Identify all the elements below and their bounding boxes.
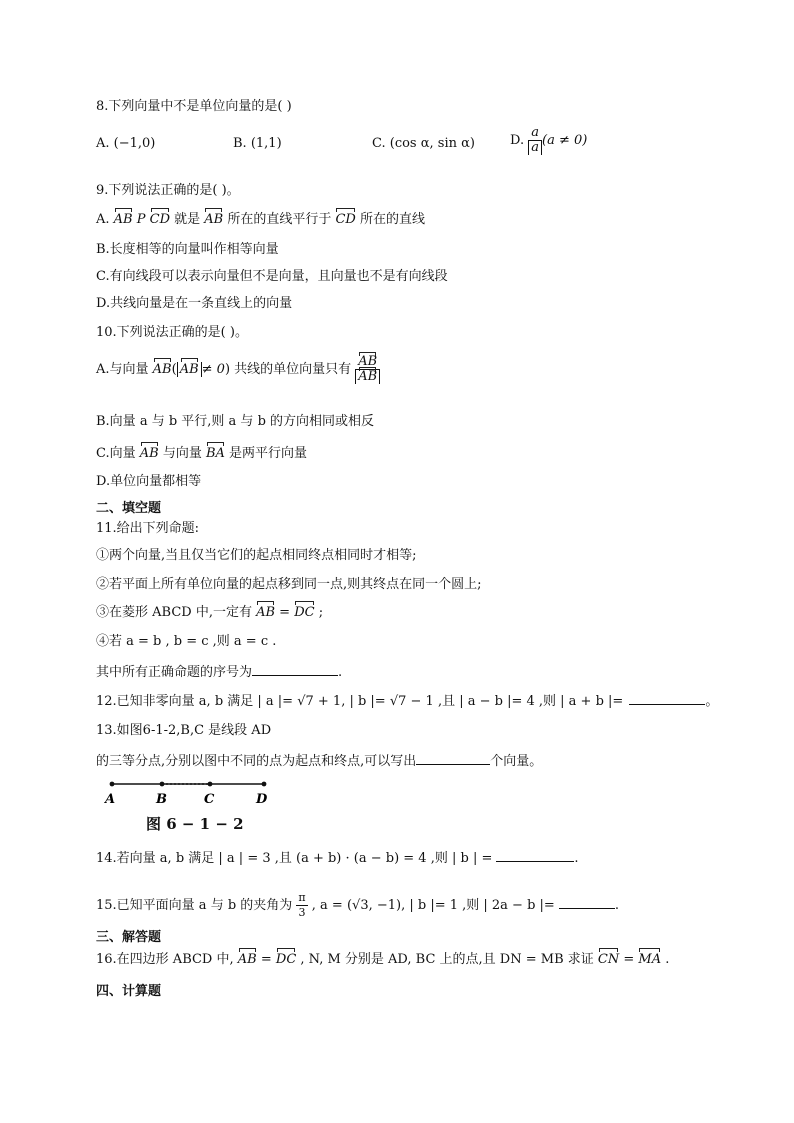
q8-option-c: C. (cos α, sin α): [372, 136, 475, 151]
q11-ask-text: 其中所有正确命题的序号为: [96, 665, 253, 680]
q15-tail: .: [614, 898, 619, 913]
label-c: C: [204, 792, 215, 807]
section-fill-in-heading: 二、填空题: [96, 501, 162, 516]
q14-line: [96, 848, 579, 868]
q14-answer-blank: [496, 848, 574, 862]
q11-proposition-4: ④若 a = b , b = c ,则 a = c .: [96, 634, 277, 649]
q10-c-tail: 是两平行向量: [224, 446, 308, 461]
q9-a-prefix: A.: [96, 212, 114, 227]
vector-ma: MA: [638, 952, 662, 967]
q13-line-2: [96, 751, 542, 771]
q9-option-d: D.共线向量是在一条直线上的向量: [96, 296, 293, 311]
vector-ba: BA: [205, 446, 225, 461]
parallel-symbol: P: [132, 212, 150, 227]
vector-dc: DC: [275, 952, 297, 967]
q10-a-fraction: [355, 355, 380, 384]
vector-ab-den: AB: [358, 369, 378, 384]
q9-a-text1: 就是: [170, 212, 205, 227]
q9-a-text2: 所在的直线平行于: [223, 212, 336, 227]
vector-ab: AB: [139, 446, 159, 461]
q11-stem: 11.给出下列命题:: [96, 521, 200, 536]
q15-angle-fraction: [296, 891, 307, 920]
q12-answer-blank: [629, 691, 705, 705]
q9-a-text3: 所在的直线: [355, 212, 425, 227]
q16-eq1: =: [256, 952, 276, 967]
point-b: [160, 782, 165, 787]
q8-option-d-label: D.: [510, 133, 529, 148]
vector-ab: AB: [237, 952, 257, 967]
vector-ab: AB: [113, 212, 133, 227]
vector-dc: DC: [294, 605, 315, 620]
q15-line: [96, 891, 619, 920]
figure-caption: 图 6 − 1 − 2: [146, 815, 244, 833]
q16-text1: 16.在四边形 ABCD 中,: [96, 952, 238, 967]
q12-text: 12.已知非零向量 a, b 满足 | a |= √7 + 1, | b |= √7 − 1 ,且 | a − b |= 4 ,则 | a + b |=: [96, 694, 624, 709]
q16-eq2: =: [619, 952, 639, 967]
q8-option-a: A. (−1,0): [96, 136, 156, 151]
q10-a-open: (: [171, 362, 177, 377]
q8-option-b: B. (1,1): [233, 136, 282, 151]
q14-tail: .: [574, 851, 579, 866]
q10-c-prefix: C.向量: [96, 446, 140, 461]
q16-line: [96, 951, 669, 969]
q15-answer-blank: [559, 895, 615, 909]
vector-ab: AB: [152, 362, 172, 377]
point-c: [208, 782, 213, 787]
q16-text2: , N, M 分别是 AD, BC 上的点,且 DN = MB 求证: [296, 952, 598, 967]
label-b: B: [156, 792, 167, 807]
q15-three: 3: [298, 906, 306, 919]
q9-stem: 9.下列说法正确的是( )。: [96, 183, 240, 198]
vector-ab: AB: [204, 212, 224, 227]
q10-c-mid: 与向量: [158, 446, 206, 461]
q11-proposition-2: ②若平面上所有单位向量的起点移到同一点,则其终点在同一个圆上;: [96, 577, 482, 592]
q8-d-tail: (a ≠ 0): [542, 133, 588, 148]
q11-p3-prefix: ③在菱形 ABCD 中,一定有: [96, 605, 257, 620]
q13-text: 的三等分点,分别以图中不同的点为起点和终点,可以写出: [96, 754, 417, 769]
q13-tail: 个向量。: [490, 754, 543, 769]
q11-answer-blank: [252, 662, 338, 676]
q11-p3-eq: =: [275, 605, 295, 620]
q11-p3-tail: ;: [314, 605, 324, 620]
q9-option-c: C.有向线段可以表示向量但不是向量，且向量也不是有向线段: [96, 269, 448, 284]
q10-a-cond: ≠ 0: [201, 362, 225, 377]
point-a: [110, 782, 115, 787]
q10-option-a: [96, 355, 380, 384]
q15-pi: π: [298, 891, 306, 904]
q10-a-prefix: A.与向量: [96, 362, 153, 377]
label-d: D: [256, 792, 268, 807]
q15-text2: , a = (√3, −1), | b |= 1 ,则 | 2a − b |=: [307, 898, 555, 913]
q10-option-c: [96, 445, 307, 463]
q13-line-1: 13.如图6-1-2,B,C 是线段 AD: [96, 723, 272, 738]
q15-text1: 15.已知平面向量 a 与 b 的夹角为: [96, 898, 297, 913]
q10-a-text1: 共线的单位向量只有: [230, 362, 356, 377]
q10-stem: 10.下列说法正确的是( )。: [96, 325, 248, 340]
q9-option-b: B.长度相等的向量叫作相等向量: [96, 242, 279, 257]
vector-ab-num: AB: [358, 354, 378, 369]
q8-d-numerator: a: [528, 126, 542, 141]
section-solution-heading: 三、解答题: [96, 930, 162, 945]
q16-text3: .: [661, 952, 670, 967]
vector-ab: AB: [256, 605, 276, 620]
vector-cn: CN: [597, 952, 620, 967]
q10-a-close: ): [224, 362, 231, 377]
q11-proposition-1: ①两个向量,当且仅当它们的起点相同终点相同时才相等;: [96, 548, 417, 563]
vector-cd: CD: [149, 212, 170, 227]
q8-option-d: [510, 126, 587, 155]
label-a: A: [105, 792, 116, 807]
point-d: [262, 782, 267, 787]
q12-tail: 。: [705, 694, 719, 709]
q8-option-d-fraction: [528, 126, 542, 155]
vector-ab-abs: AB: [179, 362, 199, 377]
q14-text: 14.若向量 a, b 满足 | a | = 3 ,且 (a + b) · (a − b) = 4 ,则 | b | =: [96, 851, 493, 866]
q8-stem: 8.下列向量中不是单位向量的是( ): [96, 99, 292, 114]
q10-option-d: D.单位向量都相等: [96, 474, 202, 489]
q8-d-denominator: a: [528, 141, 542, 155]
vector-cd: CD: [335, 212, 356, 227]
q12-line: [96, 691, 718, 711]
q11-ask: [96, 662, 342, 682]
q10-option-b: B.向量 a 与 b 平行,则 a 与 b 的方向相同或相反: [96, 414, 375, 429]
q11-ask-tail: .: [338, 665, 343, 680]
q9-option-a: [96, 211, 425, 229]
q13-answer-blank: [416, 751, 490, 765]
section-calculation-heading: 四、计算题: [96, 984, 162, 999]
q11-proposition-3: [96, 604, 323, 622]
